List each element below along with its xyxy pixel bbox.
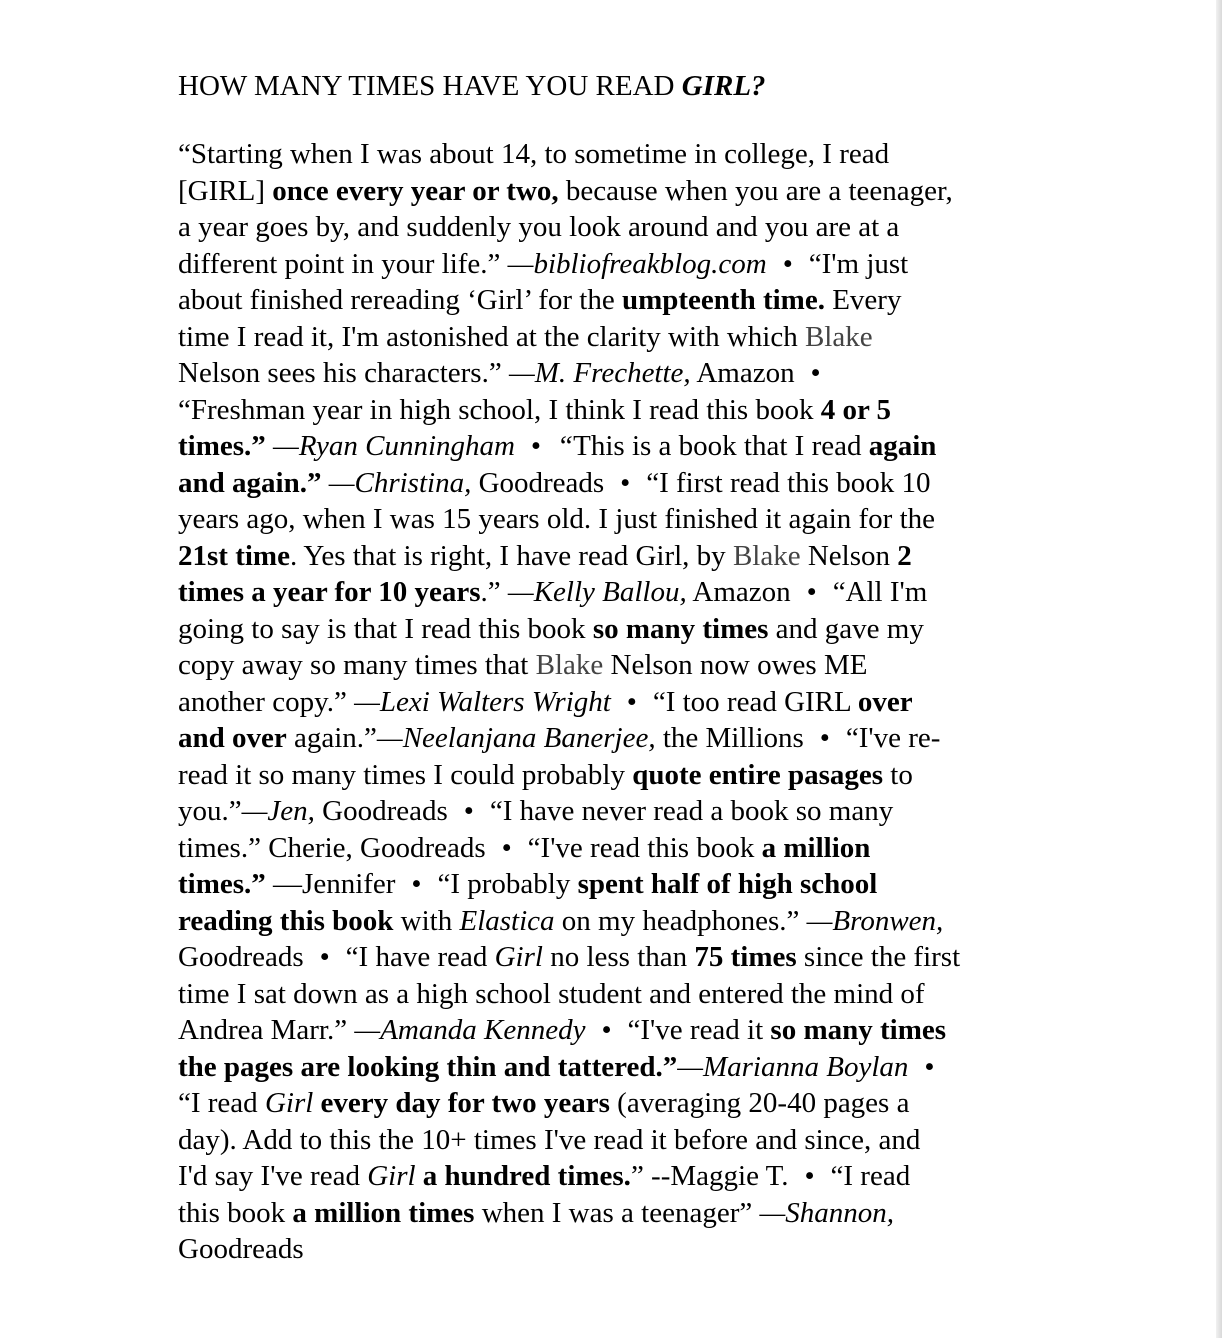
text-run	[416, 1160, 423, 1192]
text-run: Amazon	[686, 576, 791, 608]
text-line	[178, 248, 908, 280]
text-run: “All I'm	[832, 576, 928, 608]
italic-text: —Shannon,	[759, 1196, 895, 1229]
bold-text: once every year or two,	[272, 174, 559, 207]
bullet-separator: •	[924, 1050, 935, 1083]
bullet-separator: •	[530, 430, 542, 462]
italic-text: Girl	[367, 1160, 416, 1192]
text-line	[178, 832, 870, 864]
bold-text: 75 times	[694, 941, 797, 973]
text-run: Nelson sees his characters.”	[178, 357, 509, 389]
text-line	[178, 1160, 910, 1192]
text-run: —Jennifer	[265, 868, 396, 900]
text-run: when I was a teenager”	[474, 1196, 760, 1229]
text-run: on my headphones.”	[554, 904, 807, 937]
text-line	[178, 503, 935, 535]
bold-text: and again.”	[178, 466, 322, 499]
text-line	[178, 576, 927, 608]
italic-text: —M. Frechette,	[508, 357, 691, 389]
bold-text: the pages are looking thin and tattered.”	[178, 1050, 678, 1083]
italic-text: —Neelanjana Banerjee,	[376, 722, 656, 754]
text-line	[178, 540, 912, 572]
text-line	[178, 357, 837, 389]
text-run: (averaging 20-40 pages a	[609, 1087, 910, 1119]
text-run	[313, 1087, 320, 1119]
text-run: . Yes that is right, I have read Girl, by	[289, 539, 733, 572]
text-run: Goodreads	[178, 1233, 304, 1265]
bullet-separator: •	[819, 722, 830, 754]
text-run: you.”	[178, 795, 242, 827]
text-run: “Freshman year in high school, I think I read this book	[178, 393, 821, 426]
text-run: this book	[178, 1196, 293, 1229]
bold-text: every day for two years	[320, 1087, 610, 1119]
bold-text: again	[868, 430, 937, 462]
heading-lead: HOW MANY TIMES HAVE YOU READ	[178, 70, 682, 102]
text-run: “I read	[830, 1160, 911, 1192]
text-run: time I read it, I'm astonished at the clarity with which	[178, 320, 805, 353]
text-line	[178, 430, 936, 462]
text-line	[178, 1124, 920, 1156]
text-line	[178, 1051, 950, 1083]
text-line	[178, 1087, 909, 1119]
italic-text: —Ryan Cunningham	[273, 430, 515, 462]
bold-text: umpteenth time.	[621, 284, 825, 316]
text-line	[178, 284, 901, 316]
italic-text: —bibliofreakblog.com	[507, 247, 767, 280]
bold-text: times a year for 10 years	[178, 576, 481, 608]
text-run: different point in your life.”	[178, 247, 508, 280]
bullet-separator: •	[782, 247, 793, 280]
bold-text: a million	[761, 831, 871, 864]
bullet-separator: •	[626, 685, 637, 718]
text-run: Amazon	[690, 357, 795, 389]
italic-text: —Lexi Walters Wright	[354, 685, 611, 718]
text-run: I'd say I've read	[178, 1160, 368, 1192]
text-line	[178, 868, 877, 900]
text-run: Goodreads	[178, 941, 304, 973]
bullet-separator: •	[319, 941, 330, 973]
text-line	[178, 613, 924, 645]
text-line	[178, 795, 893, 827]
author-name-text: Blake	[535, 649, 604, 681]
text-run: day). Add to this the 10+ times I've read it before and since, and	[178, 1123, 921, 1156]
text-run: because when you are a teenager,	[558, 174, 953, 207]
text-run: Goodreads	[471, 466, 605, 499]
bold-text: 2	[897, 539, 912, 572]
text-run: Every	[824, 284, 902, 316]
text-line	[178, 759, 913, 791]
bold-text: 4 or 5	[820, 393, 892, 426]
text-run: again.”	[286, 722, 377, 754]
text-run: Goodreads	[314, 795, 448, 827]
heading-title: GIRL?	[681, 70, 766, 102]
text-run: years ago, when I was 15 years old. I just finished it again for the	[178, 503, 936, 535]
bold-text: a hundred times.	[422, 1160, 631, 1192]
text-run: times.” Cherie, Goodreads	[178, 831, 486, 864]
text-line	[178, 905, 943, 937]
bold-text: and over	[178, 722, 287, 754]
bold-text: quote entire pasages	[632, 758, 884, 791]
text-run: about finished rereading ‘Girl’ for the	[178, 284, 622, 316]
italic-text: —Kelly Ballou,	[507, 576, 687, 608]
text-run: “I've read this book	[527, 831, 762, 864]
text-run: to	[883, 758, 913, 791]
text-line	[178, 321, 873, 353]
italic-text: —Bronwen,	[806, 904, 944, 937]
italic-text: —Jen,	[241, 795, 315, 827]
testimonials-paragraph	[178, 136, 1058, 1268]
text-line	[178, 941, 960, 973]
text-run: the Millions	[655, 722, 804, 754]
text-run: going to say is that I read this book	[178, 612, 593, 645]
text-run: “I've read it	[627, 1014, 771, 1046]
text-run: “Starting when I was about 14, to sometime in college, I read	[178, 138, 890, 170]
bold-text: times.”	[178, 868, 266, 900]
text-run: time I sat down as a high school student and entered the mind of	[178, 977, 925, 1010]
text-run: “I've re-	[845, 722, 941, 754]
bold-text: so many times	[770, 1014, 947, 1046]
author-name-text: Blake	[804, 320, 873, 353]
text-line	[178, 686, 913, 718]
text-line	[178, 722, 940, 754]
text-run: .”	[480, 576, 508, 608]
document-heading	[178, 66, 1058, 106]
bullet-separator: •	[620, 466, 631, 499]
text-run: Nelson	[800, 539, 898, 572]
text-run: read it so many times I could probably	[178, 758, 633, 791]
text-run: no less than	[542, 941, 695, 973]
author-name-text: Blake	[732, 539, 801, 572]
bold-text: spent half of high school	[577, 868, 878, 900]
bullet-separator: •	[463, 795, 474, 827]
text-run: This is a book that I read	[573, 430, 869, 462]
text-line	[178, 211, 899, 243]
text-run: since the first	[796, 941, 961, 973]
bold-text: times.”	[178, 430, 266, 462]
bullet-separator: •	[411, 868, 422, 900]
text-run: [GIRL]	[178, 174, 273, 207]
text-run: another copy.”	[178, 685, 355, 718]
italic-text: —Christina,	[328, 466, 472, 499]
text-run: “I too read GIRL	[652, 685, 858, 718]
text-run: “I first read this book 10	[646, 466, 931, 499]
bold-text: reading this book	[178, 904, 394, 937]
text-run: Nelson now owes ME	[603, 649, 868, 681]
text-run: Andrea Marr.”	[178, 1014, 355, 1046]
text-line	[178, 394, 891, 426]
text-run: “I read	[178, 1087, 265, 1119]
text-line	[178, 649, 867, 681]
text-line	[178, 1233, 304, 1265]
bold-text: a million times	[292, 1196, 475, 1229]
text-run: “I have never read a book so many	[489, 795, 894, 827]
text-run: ” --Maggie T.	[630, 1160, 789, 1192]
text-line	[178, 978, 925, 1010]
italic-text: —Amanda Kennedy	[354, 1014, 586, 1046]
italic-text: Girl	[494, 941, 543, 973]
bold-text: 21st time	[178, 539, 290, 572]
italic-text: —Marianna Boylan	[677, 1050, 909, 1083]
text-run: a year goes by, and suddenly you look around and you are at a	[178, 211, 900, 243]
text-run: “I'm just	[808, 247, 909, 280]
text-line	[178, 467, 931, 499]
text-run: copy away so many times that	[178, 649, 536, 681]
text-run: and gave my	[768, 612, 924, 645]
text-line	[178, 175, 953, 207]
italic-text: Girl	[264, 1087, 314, 1119]
bullet-separator: •	[804, 1160, 815, 1192]
italic-text: Elastica	[459, 904, 555, 937]
text-run	[266, 430, 273, 462]
bullet-separator: •	[810, 357, 821, 389]
italic-text: “	[557, 430, 574, 462]
text-line	[178, 1014, 946, 1046]
text-run: “I probably	[437, 868, 578, 900]
document-page	[178, 66, 1058, 1268]
text-run	[321, 467, 328, 499]
page-edge	[1216, 0, 1222, 1338]
text-line	[178, 1197, 894, 1229]
text-run: “I have read	[345, 941, 495, 973]
bold-text: so many times	[592, 612, 769, 645]
bullet-separator: •	[501, 831, 512, 864]
bullet-separator: •	[601, 1014, 612, 1046]
text-run: with	[393, 904, 460, 937]
bullet-separator: •	[806, 576, 817, 608]
bold-text: over	[857, 685, 913, 718]
text-line	[178, 138, 889, 170]
